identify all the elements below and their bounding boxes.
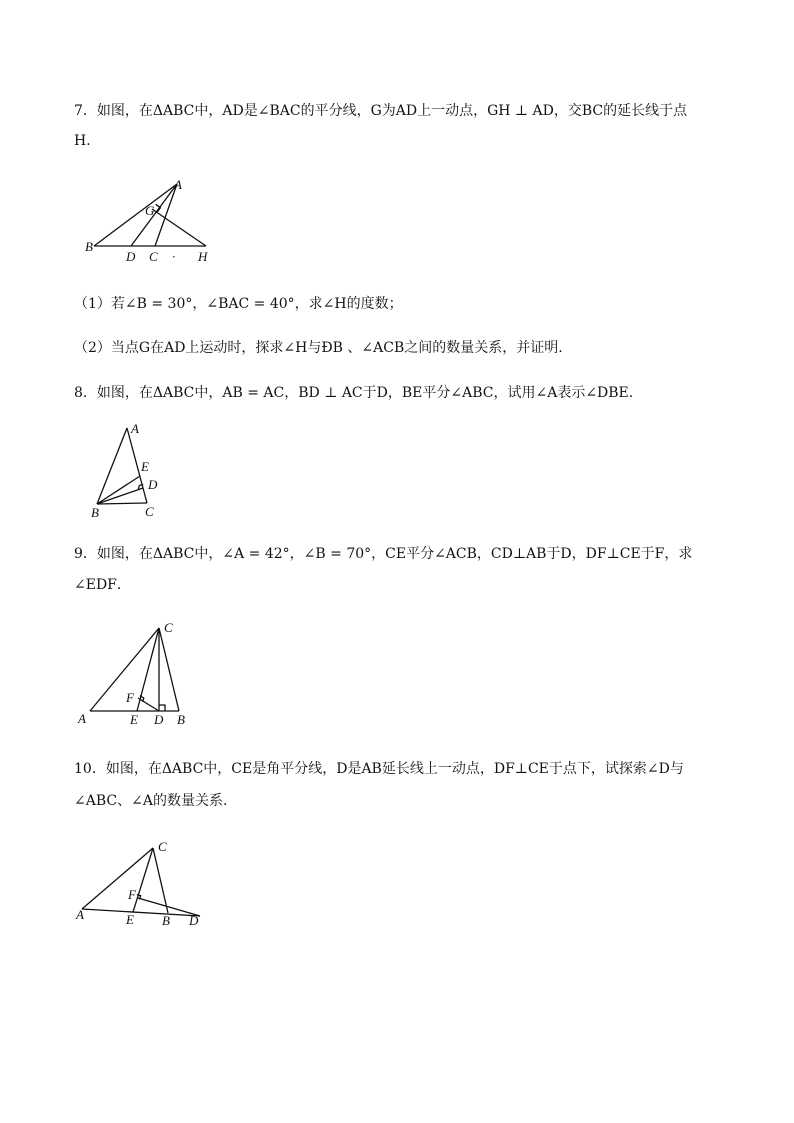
segment-cb [159,628,179,711]
label-f: F [126,690,134,705]
label-e: E [126,912,134,927]
label-b: B [162,913,170,928]
label-a: A [76,907,84,922]
segment-ba [94,184,177,246]
label-b: B [91,505,99,520]
figure-problem-10 [72,836,212,932]
label-a: A [174,177,182,192]
problem-10-text-line-1: 10．如图，在ΔABC中，CE是角平分线，D是AB延长线上一动点，DF⊥CE于点下，试探索∠D与 [74,761,684,777]
label-b: B [85,239,93,254]
label-c: C [164,620,173,635]
label-g: G [145,203,155,218]
label-a: A [78,711,86,726]
label-a: A [131,421,139,436]
label-f: F [128,887,136,902]
problem-9-text-line-2: ∠EDF． [74,577,131,593]
problem-7-text-line-1: 7．如图，在ΔABC中，AD是∠BAC的平分线，G为AD上一动点，GH ⊥ AD，交BC的延长线于点 [74,103,688,119]
problem-7-text-line-2: H． [74,133,101,149]
label-d: D [189,913,199,928]
segment-gh [152,209,206,246]
segment-bc [97,503,147,504]
label-d: D [154,712,164,727]
segment-ab [97,428,127,504]
problem-7-question-1: （1）若∠B = 30°，∠BAC = 40°，求∠H的度数； [74,296,403,312]
right-angle-mark-d [159,705,165,711]
label-c: C [149,249,158,264]
segment-ce [133,848,153,912]
label-h: H [198,249,208,264]
label-d: D [126,249,136,264]
segment-ad [82,909,200,916]
figure-problem-9 [72,616,202,730]
problem-8-text-line-1: 8．如图，在ΔABC中，AB = AC，BD ⊥ AC于D，BE平分∠ABC，试用∠A表示∠DBE． [74,385,643,401]
label-d: D [148,477,158,492]
figure-problem-7 [80,172,230,264]
segment-bd [97,488,143,504]
label-c: C [158,839,167,854]
label-dot: · [172,249,176,264]
label-e: E [141,459,149,474]
segment-be [97,476,140,504]
figure-problem-8 [85,420,170,522]
problem-9-text-line-1: 9．如图，在ΔABC中，∠A = 42°，∠B = 70°，CE平分∠ACB，CD⊥AB于D，DF⊥CE于F，求 [74,546,693,562]
segment-fd [138,698,159,711]
segment-ac [155,184,177,246]
problem-10-text-line-2: ∠ABC、∠A的数量关系. [74,793,228,809]
label-b: B [177,712,185,727]
problem-7-question-2: （2）当点G在AD上运动时，探求∠H与ÐB 、∠ACB之间的数量关系，并证明. [74,340,563,356]
label-c: C [145,504,154,519]
label-e: E [130,712,138,727]
